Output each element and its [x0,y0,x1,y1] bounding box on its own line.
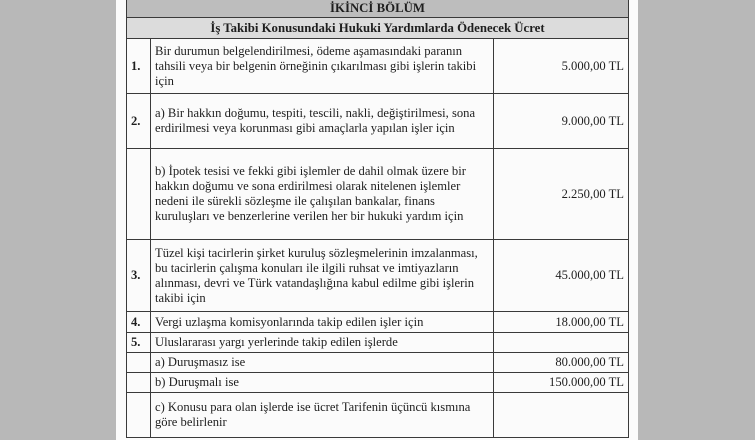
row-amount: 5.000,00 TL [494,39,629,94]
row-number: 3. [127,240,151,312]
row-amount [494,333,629,353]
row-number: 1. [127,39,151,94]
row-description: b) Duruşmalı ise [151,373,494,393]
row-amount: 80.000,00 TL [494,353,629,373]
row-amount [494,393,629,438]
section-subtitle: İş Takibi Konusundaki Hukuki Yardımlarda Ödenecek Ücret [127,18,629,39]
row-number: 5. [127,333,151,353]
table-row [127,39,629,94]
section-subtitle-row [127,18,629,39]
row-amount: 9.000,00 TL [494,94,629,149]
fee-table [126,0,629,438]
table-row [127,393,629,438]
row-description: a) Duruşmasız ise [151,353,494,373]
row-description: Tüzel kişi tacirlerin şirket kuruluş sözleşmelerinin imzalanması, bu tacirlerin çalışma konuları ile ilgili ruhsat ve imtiyazların alınması, devri ve Türk vatandaşlığına kabul edilme gibi işlerin takibi için [151,240,494,312]
row-description: Uluslararası yargı yerlerinde takip edilen işlerde [151,333,494,353]
row-number: 2. [127,94,151,149]
row-description: c) Konusu para olan işlerde ise ücret Tarifenin üçüncü kısmına göre belirlenir [151,393,494,438]
row-number [127,393,151,438]
row-number [127,373,151,393]
row-number [127,353,151,373]
row-amount: 45.000,00 TL [494,240,629,312]
table-row [127,149,629,240]
table-row [127,94,629,149]
table-row [127,353,629,373]
row-amount: 2.250,00 TL [494,149,629,240]
row-description: a) Bir hakkın doğumu, tespiti, tescili, nakli, değiştirilmesi, sona erdirilmesi veya korunması gibi amaçlarla yapılan işler için [151,94,494,149]
table-row [127,373,629,393]
document-page [116,0,638,440]
section-title: İKİNCİ BÖLÜM [127,0,629,18]
section-title-row [127,0,629,18]
row-amount: 18.000,00 TL [494,312,629,333]
row-description: b) İpotek tesisi ve fekki gibi işlemler de dahil olmak üzere bir hakkın doğumu ve sona erdirilmesi olarak nitelenen işlemler nedeni ile sürekli sözleşme ile çalışılan bankalar, finans kuruluşları ve benzerlerine verilen her bir hukuki yardım için [151,149,494,240]
row-description: Bir durumun belgelendirilmesi, ödeme aşamasındaki paranın tahsili veya bir belgenin örneğinin çıkarılması gibi işlerin takibi için [151,39,494,94]
row-number [127,149,151,240]
table-row [127,333,629,353]
row-description: Vergi uzlaşma komisyonlarında takip edilen işler için [151,312,494,333]
table-row [127,240,629,312]
row-amount: 150.000,00 TL [494,373,629,393]
row-number: 4. [127,312,151,333]
table-row [127,312,629,333]
